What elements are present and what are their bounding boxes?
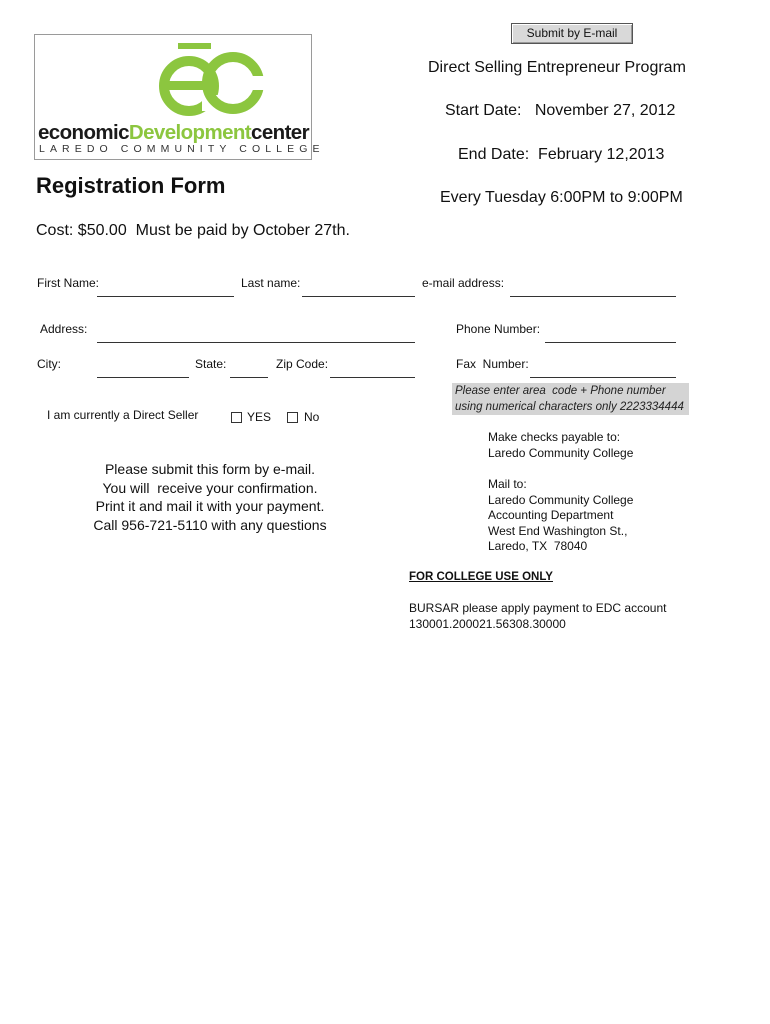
- fax-field[interactable]: [530, 377, 676, 378]
- checks-payable: Make checks payable to: Laredo Community College: [488, 430, 634, 460]
- phone-label: Phone Number:: [456, 322, 541, 336]
- form-title: Registration Form: [36, 173, 226, 198]
- address-field[interactable]: [97, 342, 415, 343]
- city-label: City:: [37, 357, 61, 371]
- yes-label: YES: [247, 410, 272, 424]
- mail-to-address: Mail to: Laredo Community College Accounting Department West End Washington St., Laredo, TX 78040: [488, 477, 634, 553]
- submit-by-email-button[interactable]: Submit by E-mail: [511, 23, 633, 44]
- program-name: Direct Selling Entrepreneur Program: [428, 59, 686, 76]
- submit-instructions: Please submit this form by e-mail. You will receive your confirmation. Print it and mail it with your payment. Call 956-721-5110 with any questions: [93, 461, 327, 533]
- state-field[interactable]: [230, 377, 268, 378]
- first-name-field[interactable]: [97, 296, 234, 297]
- address-label: Address:: [40, 322, 88, 336]
- logo: [34, 34, 325, 160]
- cost-text: Cost: $50.00 Must be paid by October 27th.: [36, 222, 350, 239]
- first-name-label: First Name:: [37, 276, 100, 290]
- city-field[interactable]: [97, 377, 189, 378]
- last-name-label: Last name:: [241, 276, 301, 290]
- no-checkbox[interactable]: [287, 412, 298, 423]
- college-use-heading: FOR COLLEGE USE ONLY: [409, 571, 553, 583]
- last-name-field[interactable]: [302, 296, 415, 297]
- bursar-instructions: BURSAR please apply payment to EDC account 130001.200021.56308.30000: [409, 601, 667, 631]
- zip-label: Zip Code:: [276, 357, 329, 371]
- no-label: No: [304, 410, 320, 424]
- end-date: End Date: February 12,2013: [458, 146, 665, 163]
- start-date: Start Date: November 27, 2012: [445, 102, 676, 119]
- state-label: State:: [195, 357, 227, 371]
- zip-field[interactable]: [330, 377, 415, 378]
- phone-field[interactable]: [545, 342, 676, 343]
- phone-format-note: Please enter area code + Phone number using numerical characters only 2223334444: [452, 383, 689, 415]
- email-field[interactable]: [510, 296, 676, 297]
- fax-label: Fax Number:: [456, 357, 529, 371]
- logo-subtitle: LAREDO COMMUNITY COLLEGE: [39, 143, 325, 155]
- email-label: e-mail address:: [422, 276, 505, 290]
- ec-logo-mark-icon: [155, 40, 267, 118]
- direct-seller-question: I am currently a Direct Seller: [47, 408, 199, 422]
- yes-checkbox[interactable]: [231, 412, 242, 423]
- schedule: Every Tuesday 6:00PM to 9:00PM: [440, 189, 683, 206]
- logo-wordmark: economicDevelopmentcenter: [38, 121, 309, 144]
